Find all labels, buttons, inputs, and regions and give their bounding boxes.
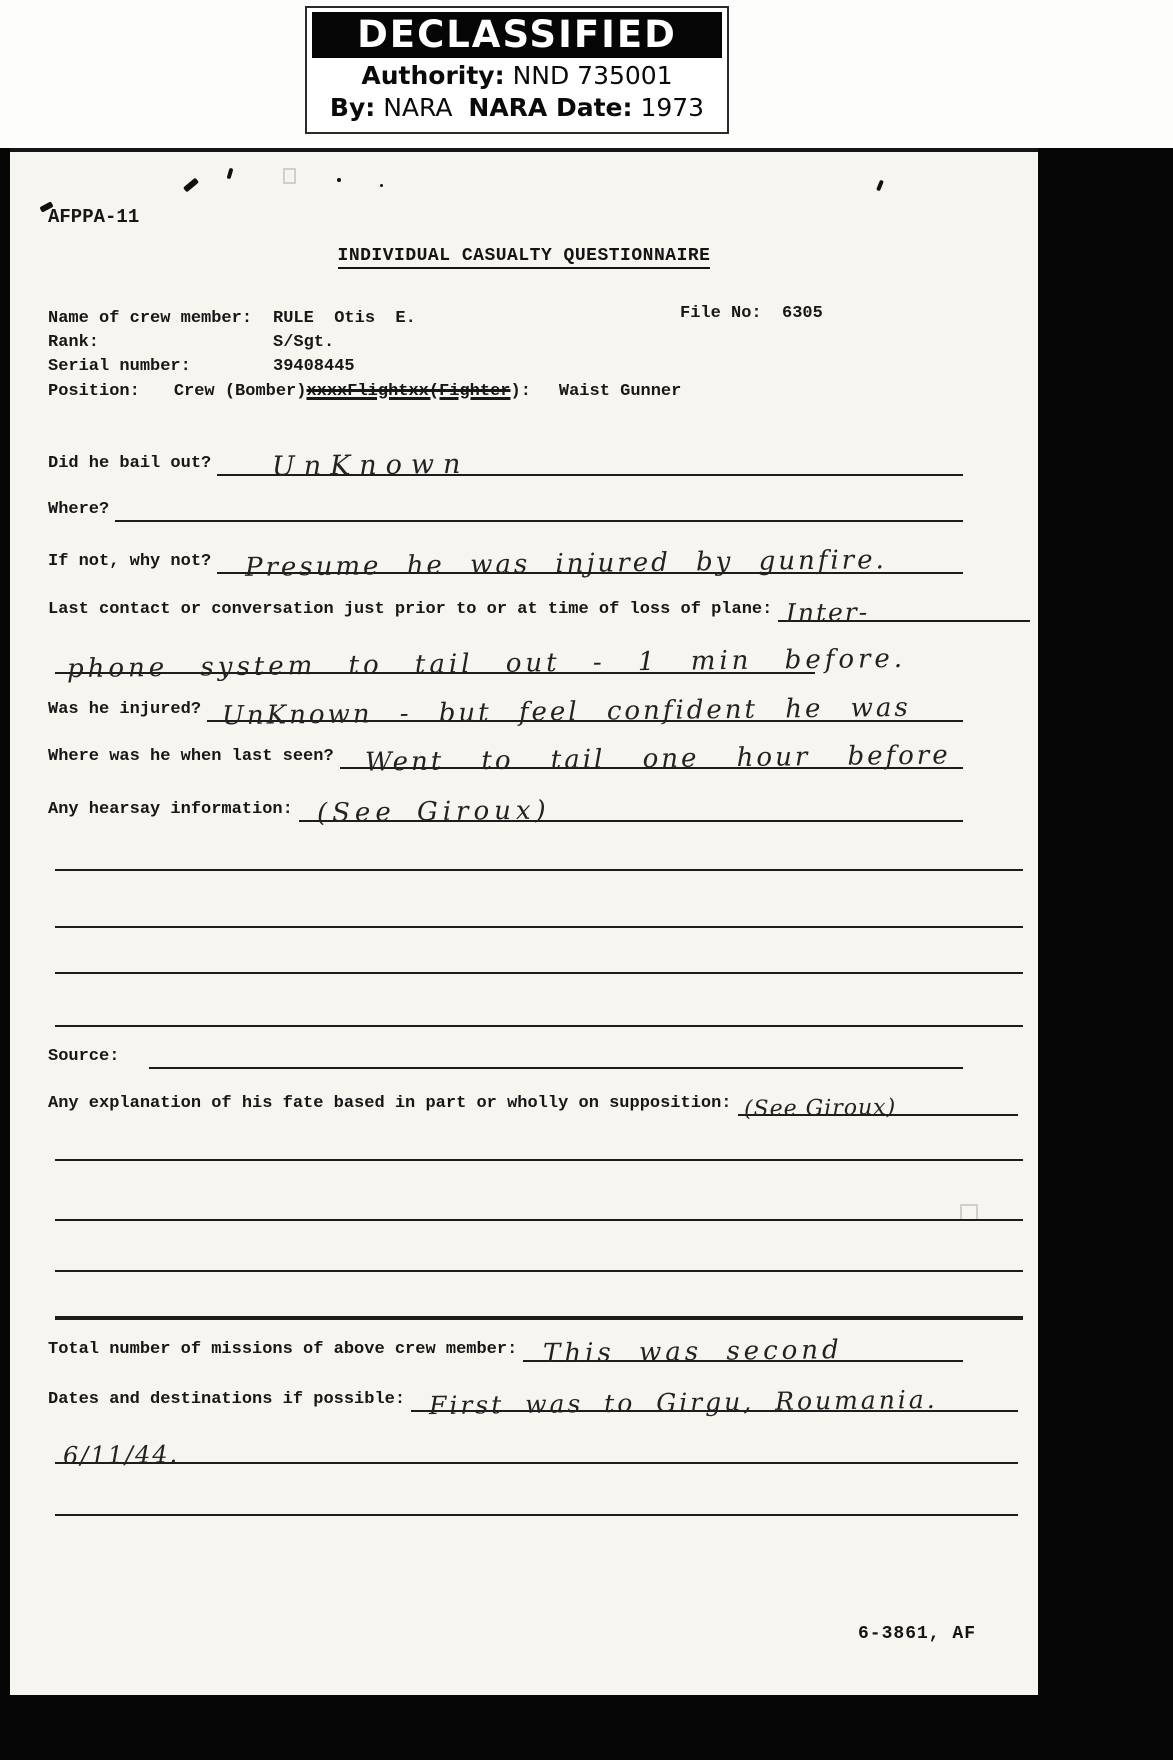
question-hearsay: [48, 782, 963, 829]
field-value: RULE Otis E.: [273, 309, 416, 328]
handwritten-answer: (See Giroux): [316, 795, 551, 829]
ink-mark: [380, 184, 383, 187]
question-label: Last contact or conversation just prior to or at time of loss of plane:: [48, 600, 773, 619]
doc-title-row: [10, 246, 1038, 266]
ink-mark: [876, 180, 884, 192]
blank-line: [55, 1270, 1023, 1272]
scan-smudge: [283, 168, 296, 184]
handwritten-answer: phone system to tail out - 1 min before.: [66, 643, 907, 685]
field-label: Name of crew member:: [48, 309, 253, 328]
footer-code: 6-3861, AF: [858, 1624, 977, 1644]
question-where: [48, 482, 963, 522]
question-last-seen: [48, 729, 963, 778]
by-line: [307, 92, 727, 124]
question-source: [48, 1029, 963, 1069]
authority-line: [307, 60, 727, 92]
answer-line: [340, 727, 963, 778]
question-label: Did he bail out?: [48, 454, 212, 473]
handwritten-answer: UnKnown: [272, 448, 470, 483]
position-paren: ):: [510, 382, 531, 401]
file-no: [680, 304, 823, 323]
answer-line: [738, 1074, 1018, 1122]
question-label: Any hearsay information:: [48, 800, 293, 819]
by-value: NARA: [383, 93, 453, 122]
question-was-injured: [48, 682, 963, 732]
question-if-not-why: [48, 534, 963, 583]
blank-line: [55, 1159, 1023, 1161]
question-label: Any explanation of his fate based in part or wholly on supposition:: [48, 1094, 732, 1113]
blank-line: [55, 869, 1023, 871]
field-label: Serial number:: [48, 357, 191, 376]
handwritten-answer: (See Giroux): [743, 1095, 896, 1122]
blank-line: [55, 926, 1023, 928]
declassified-title: DECLASSIFIED: [312, 12, 722, 58]
blank-line: [55, 1219, 1023, 1221]
position-crew: Crew (Bomber): [173, 382, 307, 401]
field-row-position: [48, 382, 681, 401]
field-value: 39408445: [273, 357, 355, 376]
ink-mark: [227, 168, 234, 180]
nara-date-value: 1973: [640, 93, 705, 122]
question-label: Was he injured?: [48, 700, 202, 719]
nara-date-label: NARA Date:: [468, 93, 633, 122]
by-label: By:: [329, 93, 376, 122]
authority-label: Authority:: [361, 61, 505, 90]
question-label: Total number of missions of above crew member:: [48, 1340, 518, 1359]
question-missions: [48, 1322, 963, 1369]
answer-line: [523, 1320, 963, 1369]
answer-line: [55, 632, 907, 685]
question-dates-continued: [55, 1424, 1018, 1470]
question-label: Dates and destinations if possible:: [48, 1390, 406, 1409]
handwritten-answer: UnKnown - but feel confident he was: [221, 692, 911, 732]
handwritten-answer: 6/11/44.: [62, 1440, 180, 1470]
question-last-contact: [48, 582, 1030, 628]
answer-line: [115, 480, 963, 522]
position-value: Waist Gunner: [558, 382, 682, 401]
question-label: Source:: [48, 1047, 120, 1066]
answer-line: [299, 780, 963, 829]
file-no-value: 6305: [782, 304, 823, 323]
question-label: If not, why not?: [48, 552, 212, 571]
position-struck-text: xxxxFlightxx(Fighter: [306, 382, 511, 401]
question-label: Where was he when last seen?: [48, 747, 334, 766]
blank-line: [55, 972, 1023, 974]
answer-line: [55, 1422, 1018, 1470]
ink-mark: [337, 178, 341, 182]
field-value: S/Sgt.: [273, 333, 335, 352]
declassified-stamp: [305, 6, 729, 134]
authority-value: NND 735001: [512, 61, 673, 90]
handwritten-answer: First was to Girgu, Roumania.: [428, 1384, 938, 1421]
question-label: Where?: [48, 500, 110, 519]
answer-line: [217, 532, 963, 583]
question-last-contact-continued: [55, 634, 907, 685]
answer-line: [149, 1027, 963, 1069]
field-row-serial: [48, 357, 355, 376]
blank-line: [55, 1514, 1018, 1516]
handwritten-answer: Inter-: [786, 597, 870, 628]
question-dates: [48, 1372, 1018, 1421]
form-page: [10, 148, 1038, 1695]
field-row-name: [48, 309, 416, 328]
field-label: Rank:: [48, 333, 100, 352]
page-title: INDIVIDUAL CASUALTY QUESTIONNAIRE: [338, 246, 711, 269]
handwritten-answer: This was second: [543, 1335, 844, 1369]
top-band: [0, 0, 1173, 148]
position-label: Position:: [48, 382, 140, 401]
file-no-label: File No:: [680, 304, 762, 323]
answer-line: [217, 434, 963, 483]
question-bail-out: [48, 436, 963, 483]
question-supposition: [48, 1076, 1018, 1122]
field-row-rank: [48, 333, 334, 352]
answer-line: [411, 1370, 1018, 1421]
form-number: AFPPA-11: [48, 206, 140, 228]
answer-line: [778, 580, 1030, 628]
handwritten-answer: Presume he was injured by gunfire.: [245, 545, 888, 583]
answer-line: [207, 680, 963, 732]
handwritten-answer: Went to tail one hour before: [364, 740, 951, 778]
ink-mark: [183, 178, 199, 193]
